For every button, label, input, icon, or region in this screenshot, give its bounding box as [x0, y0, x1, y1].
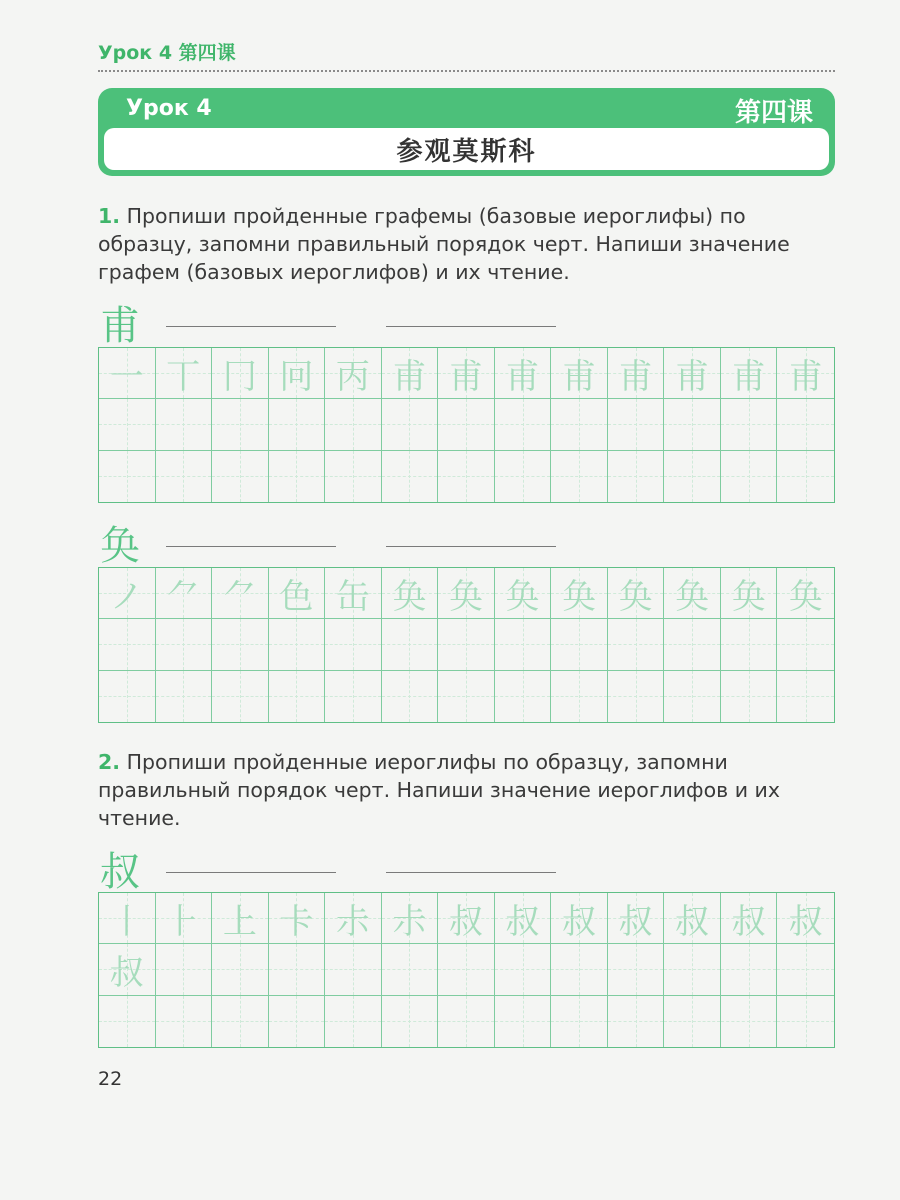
practice-cell[interactable] — [156, 619, 213, 670]
practice-cell[interactable] — [777, 893, 834, 944]
running-head: Урок 4 第四课 — [98, 40, 835, 72]
page-number: 22 — [98, 1068, 123, 1090]
practice-cell[interactable] — [664, 348, 721, 399]
practice-cell[interactable] — [325, 568, 382, 619]
practice-cell[interactable] — [382, 399, 439, 450]
practice-cell[interactable] — [551, 451, 608, 502]
practice-cell[interactable] — [382, 619, 439, 670]
practice-cell[interactable] — [608, 399, 665, 450]
sample-character: 叔 — [100, 849, 140, 895]
stroke-order-glyph: 尗 — [392, 901, 427, 942]
reading-blank[interactable] — [386, 546, 556, 547]
stroke-order-glyph: 奂 — [788, 576, 823, 617]
practice-cell[interactable] — [212, 348, 269, 399]
practice-cell[interactable] — [777, 568, 834, 619]
practice-cell[interactable] — [721, 671, 778, 722]
practice-cell[interactable] — [777, 944, 834, 995]
practice-cell[interactable] — [438, 399, 495, 450]
practice-cell[interactable] — [777, 619, 834, 670]
practice-cell[interactable] — [212, 944, 269, 995]
practice-cell[interactable] — [438, 348, 495, 399]
practice-cell[interactable] — [551, 671, 608, 722]
practice-cell[interactable] — [721, 568, 778, 619]
practice-cell[interactable] — [721, 893, 778, 944]
practice-cell[interactable] — [438, 671, 495, 722]
practice-cell[interactable] — [269, 568, 326, 619]
practice-cell[interactable] — [99, 451, 156, 502]
practice-grid — [98, 347, 835, 503]
practice-cell[interactable] — [664, 451, 721, 502]
practice-cell[interactable] — [551, 893, 608, 944]
stroke-order-glyph: 甫 — [562, 356, 597, 397]
stroke-order-glyph: 叔 — [618, 901, 653, 942]
practice-cell[interactable] — [495, 451, 552, 502]
meaning-blank[interactable] — [166, 546, 336, 547]
stroke-order-glyph: ノ — [109, 576, 144, 617]
stroke-order-glyph: 奂 — [562, 576, 597, 617]
practice-cell[interactable] — [608, 671, 665, 722]
practice-cell[interactable] — [382, 671, 439, 722]
practice-cell[interactable] — [156, 568, 213, 619]
stroke-order-glyph: 奂 — [731, 576, 766, 617]
practice-cell[interactable] — [269, 996, 326, 1047]
stroke-order-glyph: 甫 — [448, 356, 483, 397]
stroke-order-glyph: 尗 — [335, 901, 370, 942]
practice-cell[interactable] — [99, 893, 156, 944]
task-1-instruction — [98, 202, 838, 286]
stroke-order-glyph: 叔 — [731, 901, 766, 942]
practice-cell[interactable] — [664, 619, 721, 670]
practice-cell[interactable] — [551, 348, 608, 399]
stroke-order-glyph: 奂 — [505, 576, 540, 617]
practice-cell[interactable] — [325, 451, 382, 502]
practice-cell[interactable] — [495, 348, 552, 399]
practice-cell[interactable] — [608, 568, 665, 619]
practice-cell[interactable] — [325, 944, 382, 995]
lesson-label: Урок 4 — [126, 96, 212, 121]
practice-cell[interactable] — [664, 399, 721, 450]
practice-cell[interactable] — [212, 568, 269, 619]
practice-cell[interactable] — [99, 399, 156, 450]
character-heading — [98, 840, 838, 895]
practice-cell[interactable] — [721, 619, 778, 670]
practice-cell[interactable] — [608, 451, 665, 502]
stroke-order-glyph: 卡 — [279, 901, 314, 942]
character-heading — [98, 514, 838, 569]
practice-cell[interactable] — [382, 348, 439, 399]
practice-cell[interactable] — [608, 893, 665, 944]
practice-cell[interactable] — [721, 399, 778, 450]
practice-cell[interactable] — [156, 944, 213, 995]
stroke-order-glyph: 甫 — [675, 356, 710, 397]
practice-cell[interactable] — [325, 893, 382, 944]
practice-cell[interactable] — [325, 348, 382, 399]
stroke-order-glyph: 叔 — [505, 901, 540, 942]
practice-cell[interactable] — [495, 944, 552, 995]
practice-cell[interactable] — [269, 944, 326, 995]
practice-cell[interactable] — [156, 451, 213, 502]
practice-cell[interactable] — [551, 568, 608, 619]
practice-cell[interactable] — [664, 568, 721, 619]
practice-cell[interactable] — [664, 893, 721, 944]
practice-cell[interactable] — [269, 671, 326, 722]
stroke-order-glyph: 丅 — [166, 356, 201, 397]
lesson-banner — [98, 88, 835, 176]
practice-cell[interactable] — [99, 619, 156, 670]
practice-cell[interactable] — [325, 671, 382, 722]
stroke-order-glyph: 叔 — [448, 901, 483, 942]
task-text: Пропиши пройденные графемы (базовые иероглифы) по образцу, запомни правильный порядок черт. Напиши значение графем (базовых иероглифов) и их чтение. — [98, 204, 790, 284]
practice-grid — [98, 567, 835, 723]
task-2-instruction — [98, 748, 838, 832]
practice-cell[interactable] — [551, 619, 608, 670]
stroke-order-glyph: 甫 — [788, 356, 823, 397]
practice-cell[interactable] — [325, 619, 382, 670]
stroke-order-glyph: 奂 — [448, 576, 483, 617]
stroke-order-glyph: 奂 — [392, 576, 427, 617]
practice-cell[interactable] — [777, 399, 834, 450]
practice-cell[interactable] — [212, 996, 269, 1047]
practice-cell[interactable] — [212, 619, 269, 670]
practice-cell[interactable] — [438, 619, 495, 670]
practice-cell[interactable] — [156, 996, 213, 1047]
practice-cell[interactable] — [99, 568, 156, 619]
practice-cell[interactable] — [664, 671, 721, 722]
stroke-order-glyph: ⺈ — [222, 576, 257, 617]
practice-cell[interactable] — [777, 671, 834, 722]
practice-cell[interactable] — [156, 671, 213, 722]
stroke-order-glyph: ⺈ — [166, 576, 201, 617]
practice-grid — [98, 892, 835, 1048]
meaning-blank[interactable] — [166, 872, 336, 873]
task-number: 2. — [98, 750, 121, 774]
practice-cell[interactable] — [382, 451, 439, 502]
practice-cell[interactable] — [721, 348, 778, 399]
practice-cell[interactable] — [156, 348, 213, 399]
stroke-order-glyph: 奂 — [675, 576, 710, 617]
practice-cell[interactable] — [777, 451, 834, 502]
practice-cell[interactable] — [382, 893, 439, 944]
practice-cell[interactable] — [721, 451, 778, 502]
practice-cell[interactable] — [438, 996, 495, 1047]
character-heading — [98, 294, 838, 349]
practice-cell[interactable] — [608, 348, 665, 399]
practice-cell[interactable] — [269, 348, 326, 399]
stroke-order-glyph: 上 — [222, 901, 257, 942]
practice-cell[interactable] — [99, 944, 156, 995]
practice-cell[interactable] — [325, 996, 382, 1047]
practice-cell[interactable] — [269, 451, 326, 502]
practice-cell[interactable] — [269, 619, 326, 670]
practice-cell[interactable] — [551, 399, 608, 450]
practice-cell[interactable] — [551, 996, 608, 1047]
practice-cell[interactable] — [212, 399, 269, 450]
stroke-order-glyph: 色 — [279, 576, 314, 617]
practice-cell[interactable] — [99, 348, 156, 399]
stroke-order-glyph: 甫 — [392, 356, 427, 397]
practice-cell[interactable] — [438, 893, 495, 944]
stroke-order-glyph: 甫 — [505, 356, 540, 397]
practice-cell[interactable] — [495, 671, 552, 722]
practice-cell[interactable] — [382, 568, 439, 619]
practice-cell[interactable] — [664, 996, 721, 1047]
sample-character: 奂 — [100, 523, 140, 569]
practice-cell[interactable] — [269, 399, 326, 450]
stroke-order-glyph: 甫 — [731, 356, 766, 397]
practice-cell[interactable] — [438, 944, 495, 995]
practice-cell[interactable] — [495, 996, 552, 1047]
stroke-order-glyph: 冋 — [279, 356, 314, 397]
practice-cell[interactable] — [438, 451, 495, 502]
stroke-order-glyph: 缶 — [335, 576, 370, 617]
stroke-order-glyph: 叔 — [788, 901, 823, 942]
practice-cell[interactable] — [608, 944, 665, 995]
practice-cell[interactable] — [325, 399, 382, 450]
practice-cell[interactable] — [777, 996, 834, 1047]
stroke-order-glyph: 叔 — [675, 901, 710, 942]
practice-cell[interactable] — [212, 451, 269, 502]
reading-blank[interactable] — [386, 326, 556, 327]
practice-cell[interactable] — [495, 619, 552, 670]
practice-cell[interactable] — [382, 944, 439, 995]
sample-character: 甫 — [100, 303, 140, 349]
practice-cell[interactable] — [438, 568, 495, 619]
practice-cell[interactable] — [664, 944, 721, 995]
stroke-order-glyph: 叔 — [109, 952, 144, 993]
lesson-title: 参观莫斯科 — [104, 128, 829, 170]
practice-cell[interactable] — [608, 619, 665, 670]
practice-cell[interactable] — [551, 944, 608, 995]
stroke-order-glyph: 丙 — [335, 356, 370, 397]
lesson-label-chinese: 第四课 — [734, 98, 813, 128]
practice-cell[interactable] — [495, 399, 552, 450]
practice-cell[interactable] — [721, 996, 778, 1047]
practice-cell[interactable] — [99, 671, 156, 722]
practice-cell[interactable] — [212, 671, 269, 722]
practice-cell[interactable] — [495, 568, 552, 619]
task-text: Пропиши пройденные иероглифы по образцу, запомни правильный порядок черт. Напиши значение иероглифов и их чтение. — [98, 750, 781, 830]
practice-cell[interactable] — [777, 348, 834, 399]
stroke-order-glyph: 丨 — [109, 901, 144, 942]
stroke-order-glyph: 奂 — [618, 576, 653, 617]
meaning-blank[interactable] — [166, 326, 336, 327]
stroke-order-glyph: ⺊ — [166, 901, 201, 942]
practice-cell[interactable] — [269, 893, 326, 944]
practice-cell[interactable] — [212, 893, 269, 944]
reading-blank[interactable] — [386, 872, 556, 873]
stroke-order-glyph: 甫 — [618, 356, 653, 397]
stroke-order-glyph: 叔 — [562, 901, 597, 942]
practice-cell[interactable] — [156, 893, 213, 944]
task-number: 1. — [98, 204, 121, 228]
practice-cell[interactable] — [382, 996, 439, 1047]
practice-cell[interactable] — [495, 893, 552, 944]
practice-cell[interactable] — [99, 996, 156, 1047]
practice-cell[interactable] — [156, 399, 213, 450]
practice-cell[interactable] — [608, 996, 665, 1047]
stroke-order-glyph: 冂 — [222, 356, 257, 397]
practice-cell[interactable] — [721, 944, 778, 995]
stroke-order-glyph: 一 — [109, 356, 144, 397]
